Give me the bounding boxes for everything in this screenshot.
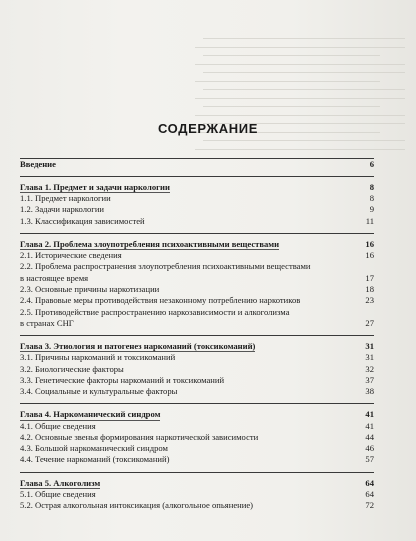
toc-entry [20, 216, 374, 227]
toc-entry-label: 5.1. Общие сведения [20, 488, 96, 499]
toc-chapter-title: Глава 5. Алкоголизм [20, 477, 101, 488]
toc-chapter-page: 41 [365, 409, 374, 420]
toc-entry-page: 41 [365, 420, 374, 431]
toc-entry-page: 11 [365, 215, 374, 226]
toc-entry-label: 5.2. Острая алкогольная интоксикация (алкогольное опьянение) [20, 500, 254, 511]
toc-section-chapter-1 [20, 176, 374, 233]
toc-entry [20, 261, 374, 272]
toc-entry-page: 18 [365, 283, 374, 294]
toc-entry-page: 57 [365, 454, 374, 465]
toc-entry-page: 44 [365, 431, 374, 442]
toc-entry-page: 8 [369, 193, 374, 204]
toc-chapter-title: Глава 4. Наркоманический синдром [20, 409, 161, 420]
toc-chapter-page: 31 [365, 341, 374, 352]
toc-entry-page: 6 [369, 159, 374, 169]
toc-entry [20, 352, 374, 363]
toc-entry-page: 64 [365, 488, 374, 499]
toc-section-intro [20, 158, 374, 176]
toc-entry-page: 46 [365, 443, 374, 454]
toc-entry-label: 2.4. Правовые меры противодействия незаконному потреблению наркотиков [20, 295, 301, 306]
toc-entry [20, 500, 374, 511]
toc-chapter-page: 16 [365, 238, 374, 249]
toc-entry-page: 27 [365, 317, 374, 328]
toc-entry-label: Введение [20, 159, 56, 169]
toc-entry [20, 421, 374, 432]
toc-entry [20, 386, 374, 397]
toc-chapter-heading [20, 182, 374, 193]
toc-entry [20, 193, 374, 204]
toc-entry-page: 16 [365, 250, 374, 261]
toc-entry-label: 4.1. Общие сведения [20, 420, 96, 431]
toc-entry-label: 1.2. Задачи наркологии [20, 204, 105, 215]
toc-entry-intro [20, 159, 374, 170]
toc-entry-label-cont: в странах СНГ [20, 317, 74, 328]
toc-entry [20, 307, 374, 318]
toc-entry-label: 3.4. Социальные и культуральные факторы [20, 386, 178, 397]
toc-section-chapter-4 [20, 403, 374, 471]
toc-entry-label: 3.1. Причины наркоманий и токсикоманий [20, 352, 176, 363]
toc-entry [20, 489, 374, 500]
toc-entry-label-cont: в настоящее время [20, 272, 89, 283]
toc-entry-label: 4.2. Основные звенья формирования наркотической зависимости [20, 431, 259, 442]
toc-entry-label: 2.5. Противодействие распространению наркозависимости и алкоголизма [20, 306, 290, 317]
toc-entry-continuation [20, 318, 374, 329]
toc-entry [20, 375, 374, 386]
toc-entry-continuation [20, 273, 374, 284]
toc-entry [20, 250, 374, 261]
toc-chapter-heading [20, 341, 374, 352]
toc-entry [20, 443, 374, 454]
toc-entry-label: 2.1. Исторические сведения [20, 250, 122, 261]
toc-chapter-page: 8 [369, 182, 374, 192]
toc-entry-label: 1.1. Предмет наркологии [20, 193, 111, 204]
toc-entry-label: 4.4. Течение наркоманий (токсикоманий) [20, 454, 170, 465]
toc-section-chapter-5 [20, 472, 374, 518]
toc-entry-label: 2.2. Проблема распространения злоупотребления психоактивными веществами [20, 261, 311, 272]
toc-entry-page: 38 [365, 386, 374, 397]
toc-entry-label: 3.3. Генетические факторы наркоманий и токсикоманий [20, 374, 225, 385]
toc-chapter-title: Глава 2. Проблема злоупотребления психоактивными веществами [20, 238, 280, 249]
toc-entry-page: 72 [365, 500, 374, 511]
toc-chapter-heading [20, 409, 374, 420]
toc-section-chapter-3 [20, 335, 374, 403]
toc-entry [20, 364, 374, 375]
toc-chapter-heading [20, 239, 374, 250]
toc-chapter-title: Глава 1. Предмет и задачи наркологии [20, 182, 170, 192]
toc-entry [20, 432, 374, 443]
toc-entry [20, 454, 374, 465]
toc-entry [20, 204, 374, 215]
toc-entry-page: 31 [365, 352, 374, 363]
toc-chapter-page: 64 [365, 477, 374, 488]
page-title: СОДЕРЖАНИЕ [158, 121, 258, 136]
toc-entry-page: 17 [365, 272, 374, 283]
toc-entry [20, 284, 374, 295]
toc-entry-page: 9 [369, 204, 374, 215]
toc-entry-page: 32 [365, 363, 374, 374]
toc-entry-label: 4.3. Большой наркоманический синдром [20, 443, 168, 454]
table-of-contents [20, 158, 374, 517]
toc-entry-label: 1.3. Классификация зависимостей [20, 215, 145, 226]
toc-entry [20, 295, 374, 306]
toc-entry-label: 2.3. Основные причины наркотизации [20, 283, 160, 294]
toc-chapter-title: Глава 3. Этиология и патогенез наркоманий (токсикоманий) [20, 341, 256, 352]
toc-entry-label: 3.2. Биологические факторы [20, 363, 124, 374]
toc-chapter-heading [20, 478, 374, 489]
toc-entry-page: 23 [365, 295, 374, 306]
toc-section-chapter-2 [20, 233, 374, 335]
toc-entry-page: 37 [365, 374, 374, 385]
